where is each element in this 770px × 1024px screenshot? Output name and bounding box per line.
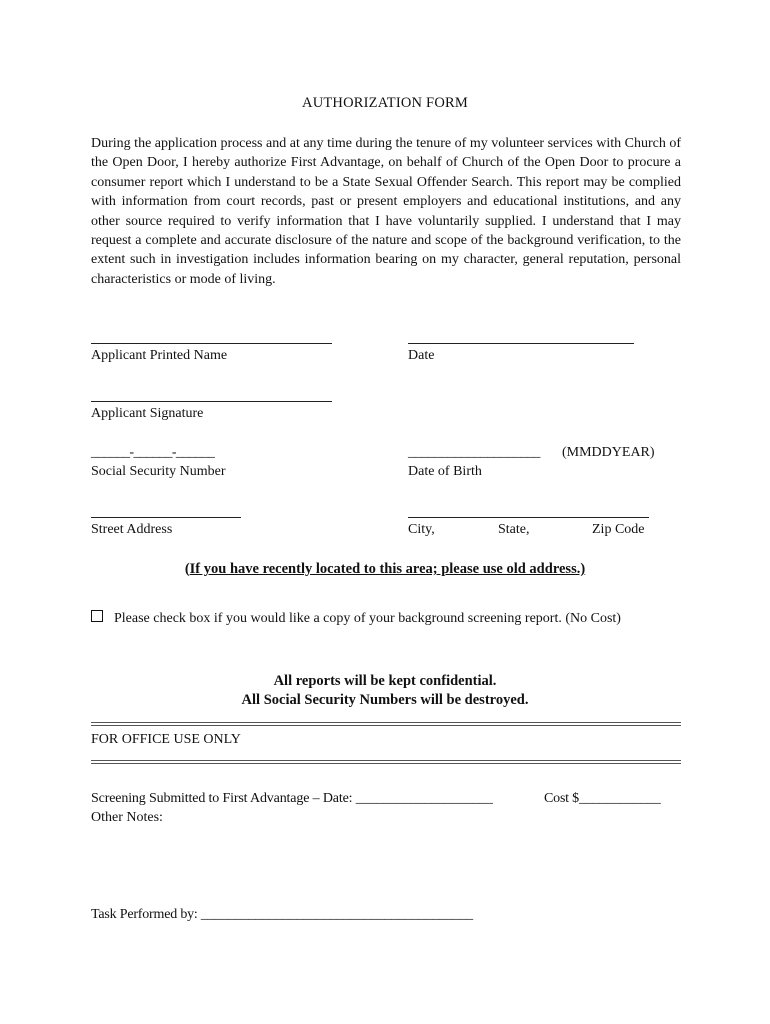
note-paren: (	[184, 561, 190, 577]
authorization-paragraph: During the application process and at any time during the tenure of my volunteer services with Church of the Open Door, I hereby authorize First Advantage, on behalf of Church of the Open Door to procure a consumer report which I understand to be a State Sexual Offender Search. This report may be complied with information from court records, past or present employers and educational institutions, and any other source required to verify information that I have voluntarily supplied. I understand that I may request a complete and accurate disclosure of the nature and scope of the background verification, to the extent such in investigation includes information bearing on my character, general reputation, personal characteristics or mode of living.	[91, 136, 681, 287]
dob-field[interactable]: ____________________	[408, 445, 541, 460]
street-address-label: Street Address	[91, 522, 173, 537]
printed-name-line[interactable]	[91, 343, 332, 344]
screening-submitted-field[interactable]: Screening Submitted to First Advantage – Date: ____________________	[91, 791, 493, 806]
confidential-line-1: All reports will be kept confidential.	[273, 673, 497, 689]
copy-request-label: Please check box if you would like a copy of your background screening report. (No Cost)	[114, 611, 621, 626]
confidential-line-2: All Social Security Numbers will be destroyed.	[241, 692, 529, 708]
copy-request-checkbox[interactable]	[91, 610, 103, 622]
old-address-note	[0, 561, 770, 578]
city-label: City,	[408, 522, 435, 537]
task-performed-field[interactable]: Task Performed by: ________________________________________	[91, 907, 473, 922]
office-use-header: FOR OFFICE USE ONLY	[91, 732, 241, 747]
state-label: State,	[498, 522, 530, 537]
street-address-line[interactable]	[91, 517, 241, 518]
signature-label: Applicant Signature	[91, 406, 204, 421]
signature-line[interactable]	[91, 401, 332, 402]
ssn-label: Social Security Number	[91, 464, 226, 479]
ssn-field[interactable]: ______-______-______	[91, 445, 215, 460]
city-state-zip-line[interactable]	[408, 517, 649, 518]
date-label: Date	[408, 348, 435, 363]
office-divider-top	[91, 722, 681, 726]
office-divider-bottom	[91, 760, 681, 764]
note-text: If you have recently located to this area; please use old address.)	[189, 561, 586, 577]
form-title: AUTHORIZATION FORM	[302, 95, 468, 111]
other-notes-label: Other Notes:	[91, 810, 163, 825]
printed-name-label: Applicant Printed Name	[91, 348, 228, 363]
date-line[interactable]	[408, 343, 634, 344]
dob-format: (MMDDYEAR)	[562, 445, 655, 460]
cost-field[interactable]: Cost $____________	[544, 791, 661, 806]
zip-label: Zip Code	[592, 522, 645, 537]
dob-label: Date of Birth	[408, 464, 482, 479]
